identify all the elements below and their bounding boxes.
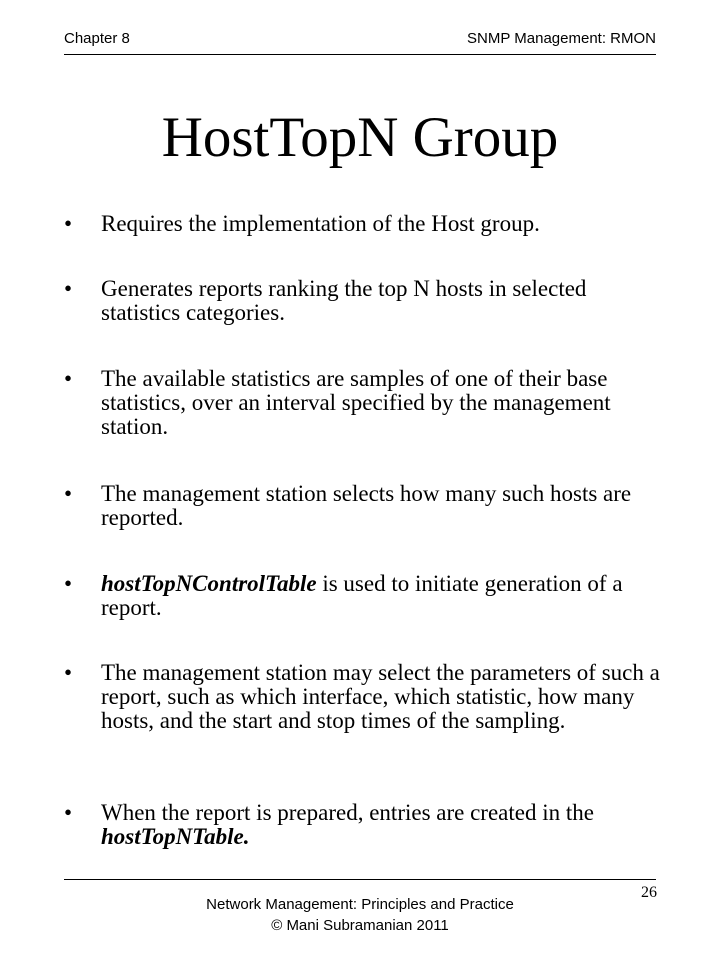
page-footer (0, 894, 720, 936)
page-number: 26 (641, 884, 657, 901)
table-name-emphasis: hostTopNTable. (101, 824, 250, 849)
bullet-item (64, 482, 664, 530)
footer-book-title: Network Management: Principles and Practice (206, 896, 514, 913)
bullet-marker: • (64, 800, 73, 825)
bullet-marker: • (64, 211, 73, 236)
bullet-item (64, 801, 664, 849)
header-divider (64, 54, 656, 55)
bullet-text: The management station may select the parameters of such a report, such as which interface, which statistic, how many hosts, and the start and stop times of the sampling. (101, 660, 660, 733)
table-name-emphasis: hostTopNControlTable (101, 571, 317, 596)
bullet-text (101, 801, 664, 849)
bullet-marker: • (64, 481, 73, 506)
bullet-text: The available statistics are samples of one of their base statistics, over an interval specified by the management station. (101, 366, 611, 439)
bullet-text-lead: When the report is prepared, entries are created in the (101, 800, 594, 825)
bullet-text (101, 572, 664, 620)
bullet-marker: • (64, 276, 73, 301)
bullet-text-rest: is used to initiate generation of a report. (101, 571, 623, 620)
bullet-text: Requires the implementation of the Host group. (101, 211, 540, 236)
bullet-item (64, 367, 664, 439)
footer-copyright: © Mani Subramanian 2011 (271, 917, 449, 934)
chapter-label: Chapter 8 (64, 30, 130, 47)
bullet-marker: • (64, 366, 73, 391)
bullet-marker: • (64, 660, 73, 685)
bullet-text: The management station selects how many such hosts are reported. (101, 481, 632, 530)
bullet-text: Generates reports ranking the top N hosts in selected statistics categories. (101, 276, 587, 325)
bullet-item (64, 277, 664, 325)
bullet-item (64, 572, 664, 620)
bullet-item (64, 212, 664, 236)
footer-divider (64, 879, 656, 880)
topic-label: SNMP Management: RMON (467, 30, 656, 47)
bullet-item (64, 661, 664, 733)
bullet-marker: • (64, 571, 73, 596)
slide-title: HostTopN Group (161, 106, 559, 169)
page-header (64, 28, 656, 50)
